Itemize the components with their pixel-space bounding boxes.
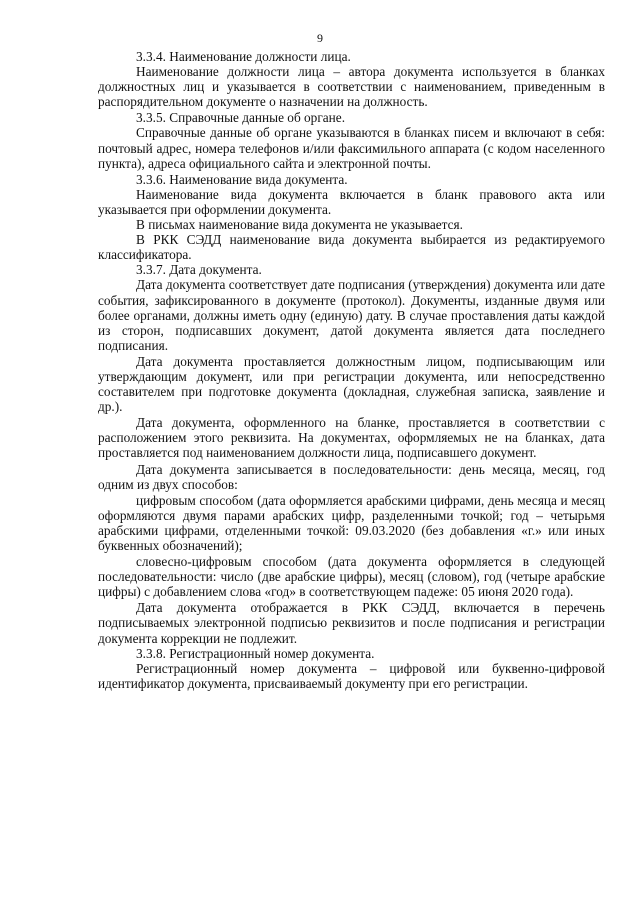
- paragraph: Дата документа соответствует дате подписания (утверждения) документа или дате события, зафиксированного в документе (протокол). Документы, изданные двумя или более органами, должны иметь одну (единую) дату. В случае проставления даты каждой из сторон, подписавших документ, датой документа является дата последнего подписания.: [98, 277, 605, 353]
- section-heading-3-3-6: 3.3.6. Наименование вида документа.: [136, 171, 348, 187]
- section-heading-3-3-4: 3.3.4. Наименование должности лица.: [136, 49, 351, 64]
- paragraph: Наименование вида документа включается в бланк правового акта или указывается при оформлении документа.: [98, 186, 605, 217]
- paragraph: Регистрационный номер документа – цифровой или буквенно-цифровой идентификатор документа, присваиваемый документу при его регистрации.: [98, 660, 605, 691]
- paragraph: цифровым способом (дата оформляется арабскими цифрами, день месяца и месяц оформляются двумя парами арабских цифр, разделенными точкой; год – четырьмя арабскими цифрами, отделенными точкой: 09.03.2020 (без добавления «г.» или иных буквенных обозначений);: [98, 492, 605, 553]
- paragraph: Дата документа проставляется должностным лицом, подписывающим или утверждающим документ, или при регистрации документа, или непосредственно составителем при подготовке документа (докладная, служебная записка, заявление и др.).: [98, 353, 605, 415]
- paragraph: словесно-цифровым способом (дата документа оформляется в следующей последовательности: число (две арабские цифры), месяц (словом), год (четыре арабские цифры) с добавлением слова «год» в соответствующем падеже: 05 июня 2020 года).: [98, 554, 605, 600]
- paragraph: Дата документа, оформленного на бланке, проставляется в соответствии с расположением этого реквизита. На документах, оформляемых не на бланках, дата проставляется под наименованием должности лица, подписавшего документ.: [98, 415, 605, 461]
- document-body: [98, 49, 605, 691]
- paragraph: Справочные данные об органе указываются в бланках писем и включают в себя: почтовый адрес, номера телефонов и/или факсимильного аппарата (с кодом населенного пункта), адреса официального сайта и электронной почты.: [98, 125, 605, 171]
- section-heading-3-3-5: 3.3.5. Справочные данные об органе.: [136, 110, 346, 126]
- paragraph: В письмах наименование вида документа не указывается.: [136, 217, 464, 233]
- paragraph: Дата документа записывается в последовательности: день месяца, месяц, год одним из двух способов:: [98, 461, 605, 492]
- paragraph: В РКК СЭДД наименование вида документа выбирается из редактируемого классификатора.: [98, 232, 605, 263]
- paragraph: Наименование должности лица – автора документа используется в бланках должностных лиц и указывается в соответствии с наименованием, приведенным в распорядительном документе о назначении на должность.: [98, 64, 605, 110]
- section-heading-3-3-8: 3.3.8. Регистрационный номер документа.: [136, 645, 375, 661]
- section-heading-3-3-7: 3.3.7. Дата документа.: [136, 262, 262, 278]
- paragraph: Дата документа отображается в РКК СЭДД, включается в перечень подписываемых электронной подписью реквизитов и после подписания и регистрации документа коррекции не подлежит.: [98, 600, 605, 646]
- page-number: 9: [317, 31, 323, 45]
